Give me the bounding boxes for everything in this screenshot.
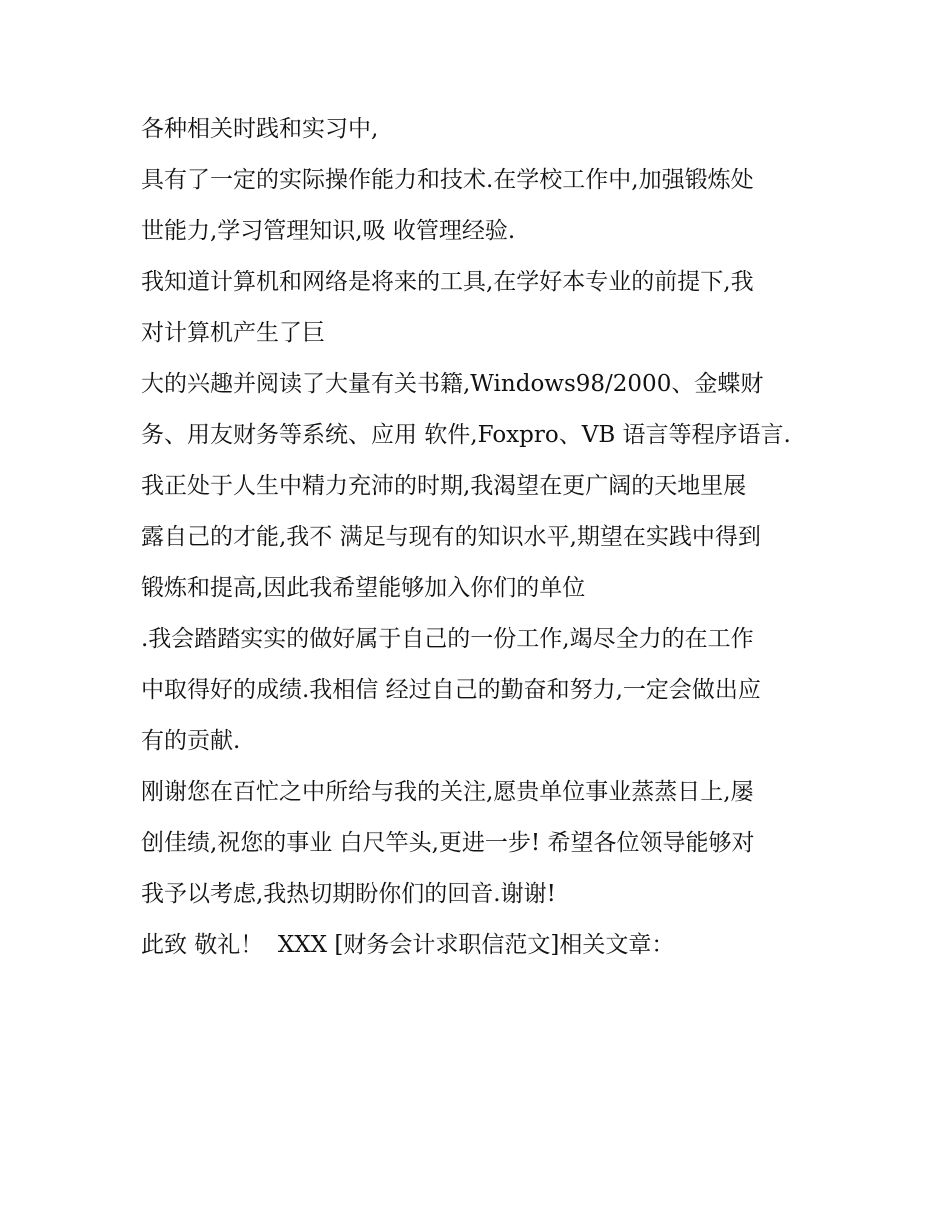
letter-body <box>141 104 821 971</box>
text-line: 刚谢您在百忙之中所给与我的关注,愿贵单位事业蒸蒸日上,屡 <box>141 779 754 805</box>
text-line: 具有了一定的实际操作能力和技术.在学校工作中,加强锻炼处 <box>141 167 754 193</box>
text-line: 锻炼和提高,因此我希望能够加入你们的单位 <box>141 575 586 601</box>
text-line: 有的贡献. <box>141 728 241 754</box>
closing-line: 此致 敬礼！ XXX [财务会计求职信范文]相关文章： <box>141 932 675 958</box>
text-line: 创佳绩,祝您的事业 白尺竿头,更进一步! 希望各位领导能够对 <box>141 830 755 856</box>
text-line: 务、用友财务等系统、应用 软件,Foxpro、VB 语言等程序语言. <box>141 422 791 448</box>
text-line: 对计算机产生了巨 <box>141 320 325 346</box>
text-line: 露自己的才能,我不 满足与现有的知识水平,期望在实践中得到 <box>141 524 761 550</box>
text-line: 我正处于人生中精力充沛的时期,我渴望在更广阔的天地里展 <box>141 473 747 499</box>
text-line: .我会踏踏实实的做好属于自己的一份工作,竭尽全力的在工作 <box>141 626 754 652</box>
text-line: 我予以考虑,我热切期盼你们的回音.谢谢! <box>141 881 556 907</box>
text-line: 世能力,学习管理知识,吸 收管理经验. <box>141 218 516 244</box>
text-line: 我知道计算机和网络是将来的工具,在学好本专业的前提下,我 <box>141 269 754 295</box>
text-line: 大的兴趣并阅读了大量有关书籍,Windows98/2000、金蝶财 <box>141 371 764 397</box>
text-line: 各种相关时践和实习中, <box>141 116 379 142</box>
text-line: 中取得好的成绩.我相信 经过自己的勤奋和努力,一定会做出应 <box>141 677 761 703</box>
